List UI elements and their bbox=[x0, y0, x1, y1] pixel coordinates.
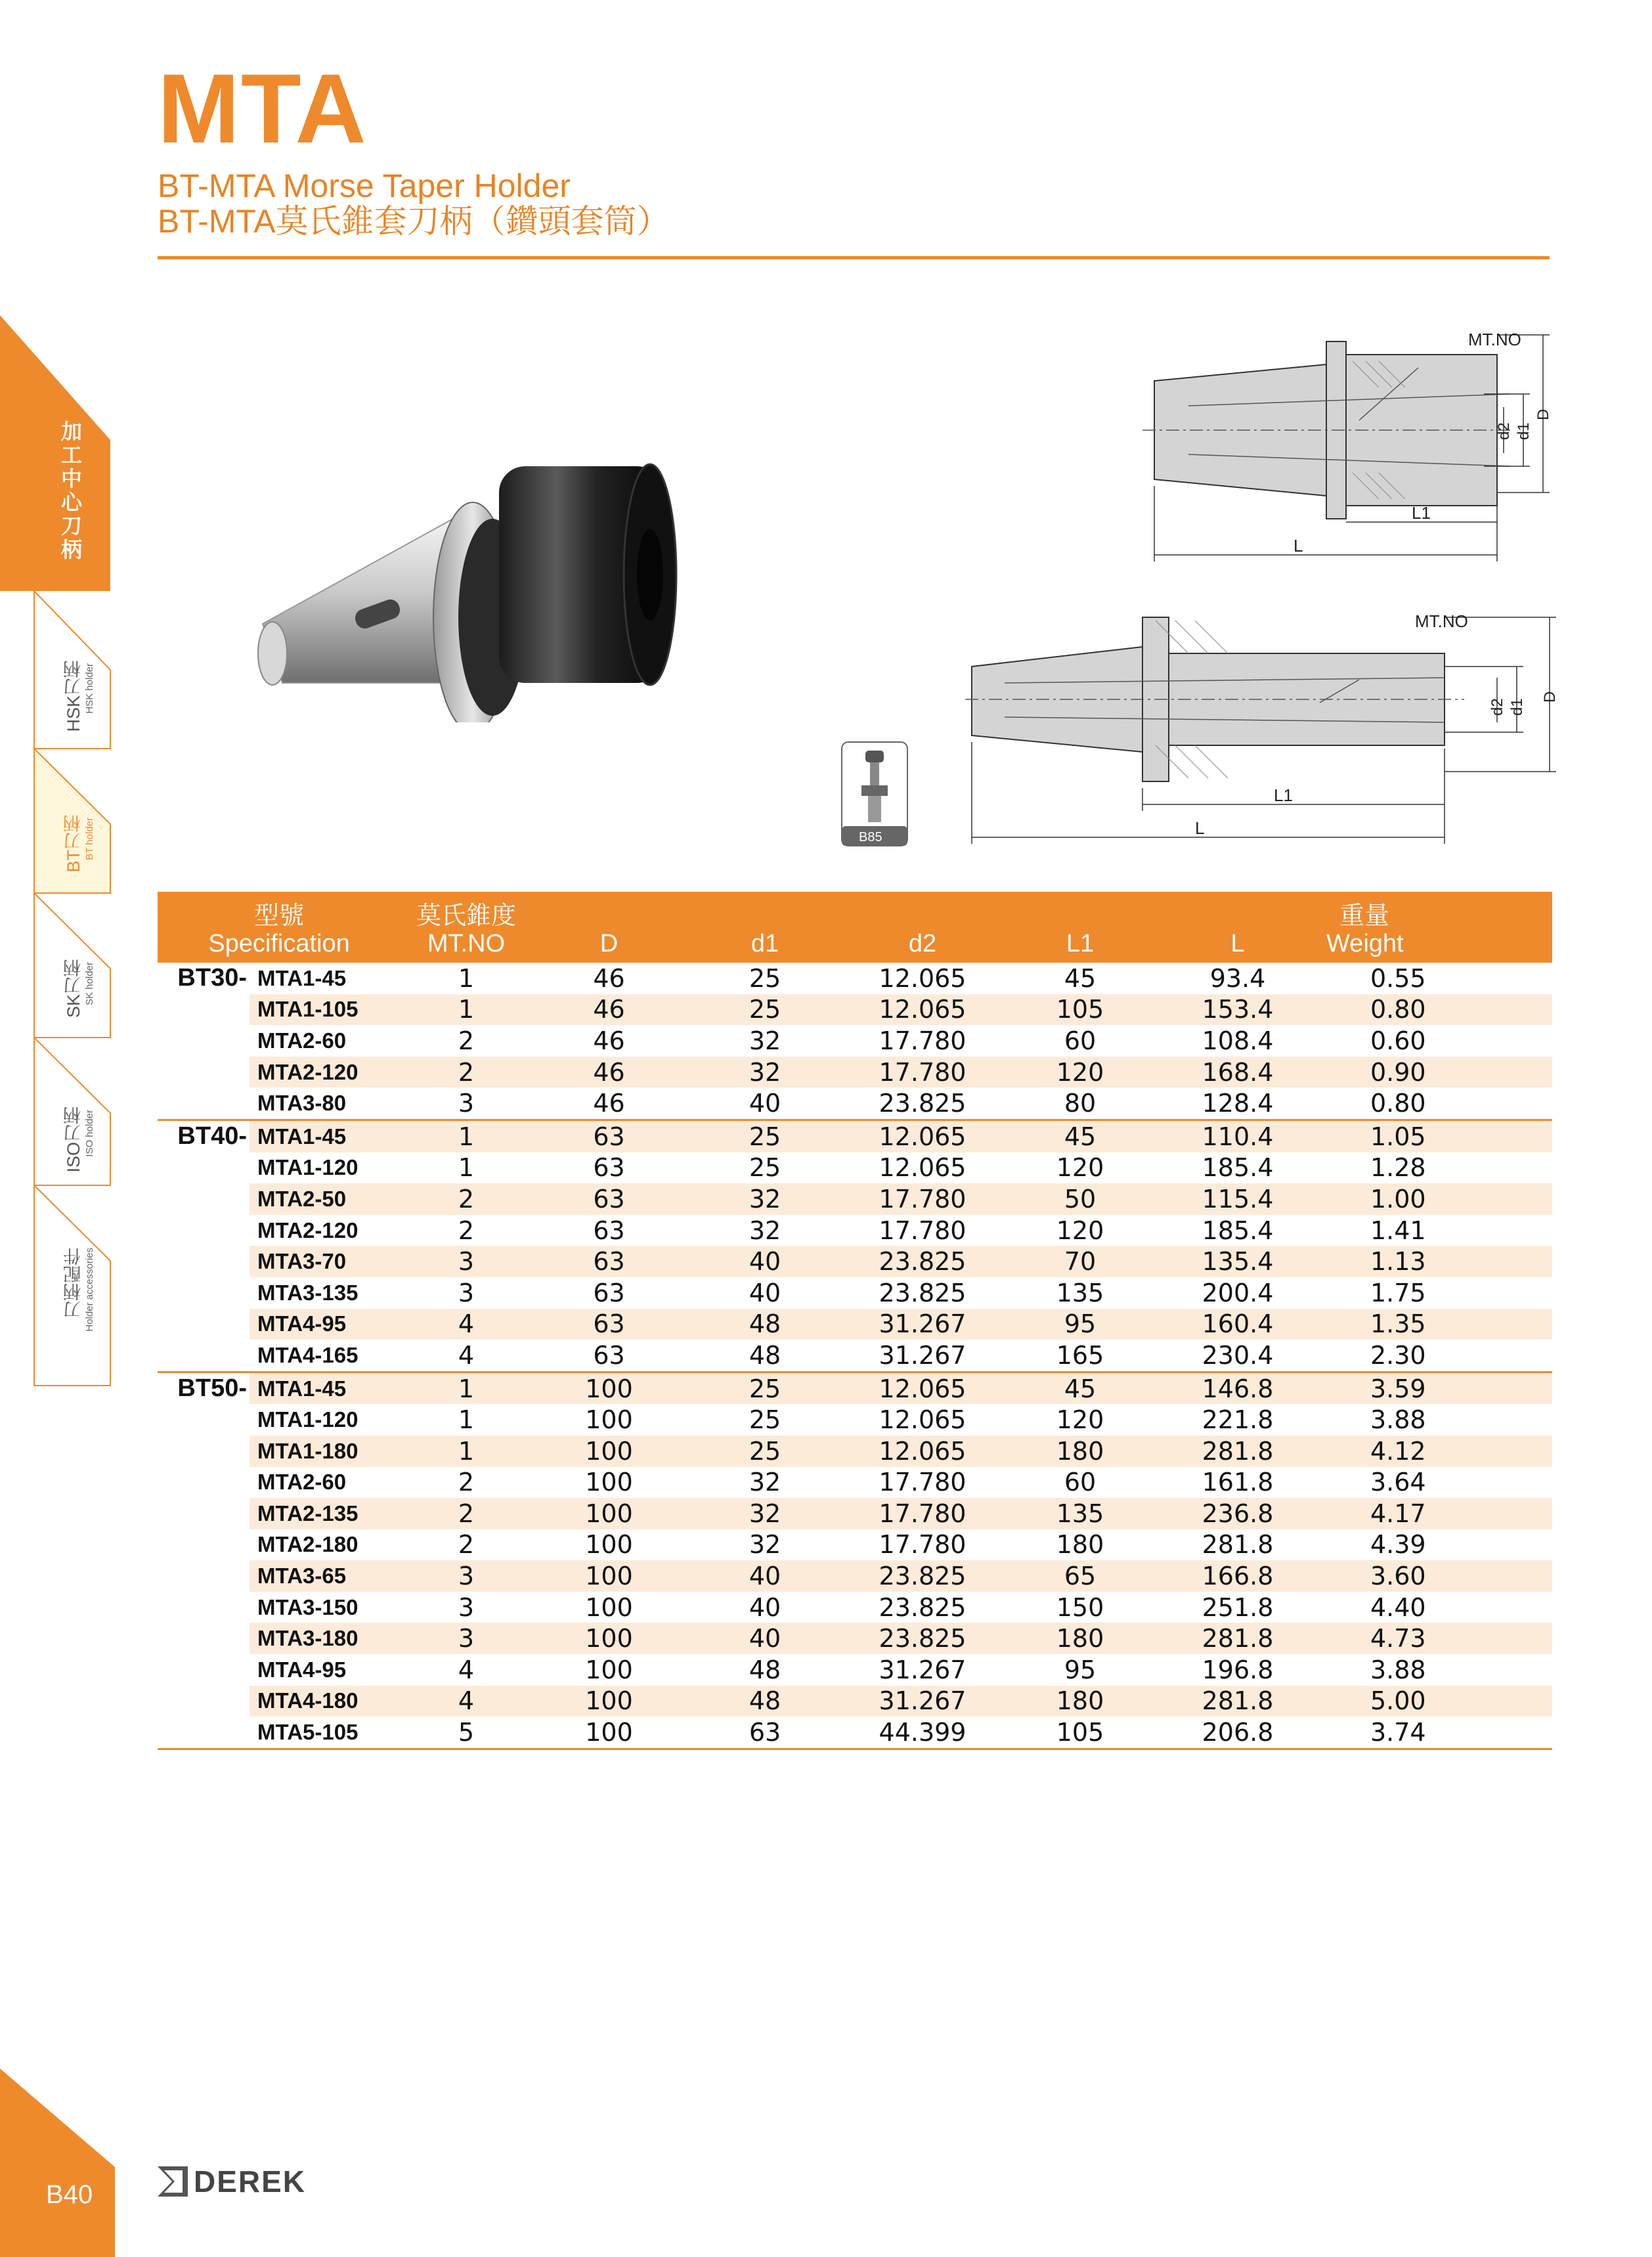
D-label-top: D bbox=[1534, 408, 1552, 420]
cell-d1: 32 bbox=[749, 1026, 781, 1055]
cell-mtno: 2 bbox=[458, 1468, 475, 1497]
group-label-empty bbox=[158, 1654, 250, 1686]
cell-spec: MTA2-60 bbox=[257, 1028, 347, 1053]
cell-mtno: 2 bbox=[458, 1530, 475, 1560]
cell-mtno: 2 bbox=[458, 1026, 475, 1055]
table-row bbox=[158, 1404, 1552, 1435]
cell-mtno: 1 bbox=[458, 1153, 475, 1183]
cell-L: 135.4 bbox=[1159, 1246, 1316, 1277]
cell-d1: 40 bbox=[686, 1623, 844, 1654]
cell-spec: MTA2-120 bbox=[250, 1057, 401, 1088]
cell-spec: MTA1-45 bbox=[250, 1120, 401, 1152]
D-label-bottom: D bbox=[1541, 691, 1559, 703]
cell-d2: 23.825 bbox=[879, 1278, 967, 1307]
cell-spec: MTA3-80 bbox=[257, 1091, 347, 1116]
cell-mtno: 4 bbox=[458, 1340, 475, 1370]
side-tab-iso-sub: ISO holder bbox=[84, 1110, 95, 1157]
cell-L1: 135 bbox=[1056, 1278, 1104, 1307]
cell-weight: 0.90 bbox=[1316, 1057, 1552, 1088]
cell-weight: 0.80 bbox=[1370, 1089, 1426, 1118]
cell-weight: 1.28 bbox=[1370, 1153, 1426, 1183]
table-header-row bbox=[158, 892, 1552, 963]
group-label-empty bbox=[158, 1592, 250, 1623]
cell-L1: 120 bbox=[1056, 1405, 1104, 1435]
cell-D: 63 bbox=[593, 1153, 625, 1183]
cell-d2: 17.780 bbox=[879, 1026, 967, 1055]
spec-table bbox=[158, 892, 1552, 1750]
cell-d1: 25 bbox=[749, 963, 781, 993]
cell-weight: 0.60 bbox=[1370, 1026, 1426, 1055]
cell-weight: 5.00 bbox=[1316, 1686, 1552, 1717]
cell-d1: 40 bbox=[749, 1592, 781, 1622]
cell-d1: 32 bbox=[749, 1468, 781, 1497]
cell-L: 168.4 bbox=[1159, 1057, 1316, 1088]
cell-L: 281.8 bbox=[1159, 1686, 1316, 1717]
cell-mtno: 4 bbox=[458, 1655, 475, 1684]
cell-d1: 32 bbox=[686, 1498, 844, 1529]
cell-mtno: 4 bbox=[401, 1309, 532, 1340]
cell-mtno: 2 bbox=[401, 1498, 532, 1529]
cell-L1: 60 bbox=[1064, 1026, 1097, 1055]
cell-mtno: 1 bbox=[458, 963, 475, 993]
cell-L1: 105 bbox=[1001, 994, 1159, 1026]
cell-L: 221.8 bbox=[1202, 1405, 1274, 1435]
cell-L: 251.8 bbox=[1202, 1592, 1274, 1622]
group-label: BT30- bbox=[177, 964, 247, 992]
table-row bbox=[158, 1025, 1552, 1057]
group-label-empty bbox=[158, 1057, 250, 1088]
group-label-empty bbox=[158, 1340, 250, 1372]
cell-spec: MTA2-180 bbox=[257, 1532, 359, 1557]
table-row bbox=[158, 1372, 1552, 1404]
cell-weight: 0.80 bbox=[1316, 994, 1552, 1026]
L-label-bottom: L bbox=[1195, 818, 1205, 838]
cell-spec: MTA1-45 bbox=[250, 1372, 401, 1404]
table-row bbox=[158, 1686, 1552, 1717]
cell-d1: 25 bbox=[686, 994, 844, 1026]
group-label-empty bbox=[158, 1623, 250, 1654]
cell-mtno: 2 bbox=[401, 1057, 532, 1088]
side-tab-sk[interactable]: SK刀柄 bbox=[64, 959, 83, 1019]
brand-name: DEREK bbox=[194, 2164, 307, 2199]
cell-D: 46 bbox=[532, 994, 686, 1026]
cell-spec: MTA4-180 bbox=[250, 1686, 401, 1717]
cell-weight: 1.75 bbox=[1370, 1278, 1426, 1307]
cell-d2: 17.780 bbox=[879, 1216, 967, 1245]
table-row bbox=[158, 994, 1552, 1026]
group-label-empty bbox=[158, 1025, 250, 1057]
table-row bbox=[158, 1057, 1552, 1088]
cell-spec: MTA5-105 bbox=[250, 1717, 401, 1749]
cell-d2: 12.065 bbox=[879, 1405, 967, 1435]
cell-d2: 17.780 bbox=[879, 1468, 967, 1497]
cell-L1: 120 bbox=[1056, 1153, 1104, 1183]
cell-L1: 65 bbox=[1001, 1560, 1159, 1592]
side-tab-bt[interactable]: BT刀柄 bbox=[64, 814, 83, 873]
cell-L: 166.8 bbox=[1159, 1560, 1316, 1592]
cell-spec: MTA3-135 bbox=[257, 1280, 359, 1305]
d1-label-bottom: d1 bbox=[1508, 698, 1526, 716]
cell-d1: 40 bbox=[749, 1278, 781, 1307]
cell-D: 63 bbox=[532, 1183, 686, 1215]
cell-L: 196.8 bbox=[1202, 1655, 1274, 1684]
cell-d1: 40 bbox=[749, 1089, 781, 1118]
cell-spec: MTA1-105 bbox=[250, 994, 401, 1026]
cell-d2: 12.065 bbox=[844, 994, 1001, 1026]
table-row bbox=[158, 1435, 1552, 1467]
cell-D: 100 bbox=[585, 1468, 633, 1497]
cell-mtno: 3 bbox=[401, 1246, 532, 1277]
table-row bbox=[158, 1717, 1552, 1749]
cell-L1: 180 bbox=[1001, 1686, 1159, 1717]
side-tab-machining-center[interactable]: 加工中心刀柄 bbox=[58, 420, 82, 562]
cell-L1: 45 bbox=[1064, 963, 1097, 993]
cell-d1: 32 bbox=[749, 1530, 781, 1560]
group-label-empty bbox=[158, 1277, 250, 1309]
cell-L1: 105 bbox=[1001, 1717, 1159, 1749]
cell-weight: 4.39 bbox=[1370, 1530, 1426, 1560]
L1-label-bottom: L1 bbox=[1274, 785, 1293, 805]
cell-L1: 120 bbox=[1001, 1057, 1159, 1088]
header-spec: 型號 Specification bbox=[158, 892, 401, 963]
cell-d2: 44.399 bbox=[844, 1717, 1001, 1749]
cell-weight: 0.55 bbox=[1370, 963, 1426, 993]
cell-L: 236.8 bbox=[1159, 1498, 1316, 1529]
cell-D: 63 bbox=[593, 1216, 625, 1245]
cell-d1: 32 bbox=[749, 1216, 781, 1245]
cell-D: 100 bbox=[532, 1686, 686, 1717]
cell-L1: 120 bbox=[1056, 1216, 1104, 1245]
table-body bbox=[158, 963, 1552, 1749]
cell-weight: 3.64 bbox=[1370, 1468, 1426, 1497]
cell-d1: 25 bbox=[686, 1435, 844, 1467]
mtno-label-top: MT.NO bbox=[1468, 330, 1521, 349]
cell-L: 128.4 bbox=[1202, 1089, 1274, 1118]
d1-label-top: d1 bbox=[1515, 422, 1532, 440]
cell-spec: MTA3-65 bbox=[250, 1560, 401, 1592]
cell-spec: MTA1-120 bbox=[257, 1407, 359, 1432]
cell-mtno: 1 bbox=[401, 1372, 532, 1404]
table-row bbox=[158, 1246, 1552, 1277]
cell-weight: 3.88 bbox=[1370, 1405, 1426, 1435]
cell-D: 63 bbox=[593, 1340, 625, 1370]
header-d2: d2 bbox=[844, 892, 1001, 963]
cell-weight: 4.12 bbox=[1316, 1435, 1552, 1467]
cell-mtno: 2 bbox=[458, 1216, 475, 1245]
cell-D: 100 bbox=[532, 1560, 686, 1592]
d2-label-top: d2 bbox=[1495, 422, 1513, 440]
cell-L1: 180 bbox=[1056, 1530, 1104, 1560]
cell-weight: 3.60 bbox=[1316, 1560, 1552, 1592]
cell-mtno: 5 bbox=[401, 1717, 532, 1749]
cell-D: 46 bbox=[593, 1026, 625, 1055]
cell-D: 63 bbox=[532, 1120, 686, 1152]
cell-L: 185.4 bbox=[1202, 1153, 1274, 1183]
cell-weight: 1.05 bbox=[1316, 1120, 1552, 1152]
cell-L: 161.8 bbox=[1202, 1468, 1274, 1497]
cell-D: 46 bbox=[593, 1089, 625, 1118]
product-photo bbox=[256, 447, 768, 722]
cell-L: 230.4 bbox=[1202, 1340, 1274, 1370]
cell-L1: 60 bbox=[1064, 1468, 1097, 1497]
side-tab-iso[interactable]: ISO刀柄 bbox=[64, 1107, 83, 1173]
cell-L1: 180 bbox=[1001, 1435, 1159, 1467]
group-label-empty bbox=[158, 1404, 250, 1435]
cell-mtno: 1 bbox=[458, 1405, 475, 1435]
cell-spec: MTA2-50 bbox=[250, 1183, 401, 1215]
pull-stud-label: B85 bbox=[859, 830, 882, 844]
group-label-empty bbox=[158, 1560, 250, 1592]
side-tab-accessories[interactable]: 刀柄配件 bbox=[64, 1248, 83, 1319]
cell-d2: 17.780 bbox=[844, 1498, 1001, 1529]
table-row bbox=[158, 1529, 1552, 1561]
cell-weight: 1.13 bbox=[1316, 1246, 1552, 1277]
table-row bbox=[158, 1309, 1552, 1340]
cell-spec: MTA3-70 bbox=[250, 1246, 401, 1277]
group-label-empty bbox=[158, 1717, 250, 1749]
table-row bbox=[158, 1592, 1552, 1623]
cell-weight: 3.74 bbox=[1316, 1717, 1552, 1749]
cell-mtno: 1 bbox=[401, 1435, 532, 1467]
side-tab-bt-sub: BT holder bbox=[84, 818, 95, 860]
cell-spec: MTA2-120 bbox=[257, 1217, 359, 1242]
cell-d2: 31.267 bbox=[879, 1655, 967, 1684]
cell-d2: 31.267 bbox=[879, 1340, 967, 1370]
group-label-empty bbox=[158, 1087, 250, 1120]
group-label-empty bbox=[158, 1498, 250, 1529]
table-row bbox=[158, 1654, 1552, 1686]
cell-d2: 23.825 bbox=[844, 1623, 1001, 1654]
table-row bbox=[158, 1560, 1552, 1592]
cell-weight: 1.35 bbox=[1316, 1309, 1552, 1340]
table-row bbox=[158, 1215, 1552, 1246]
cell-d1: 63 bbox=[686, 1717, 844, 1749]
mtno-label-bottom: MT.NO bbox=[1415, 611, 1468, 631]
cell-d1: 40 bbox=[686, 1246, 844, 1277]
cell-d1: 32 bbox=[686, 1183, 844, 1215]
cell-L1: 165 bbox=[1056, 1340, 1104, 1370]
cell-L1: 50 bbox=[1001, 1183, 1159, 1215]
cell-d2: 31.267 bbox=[844, 1686, 1001, 1717]
group-label-empty bbox=[158, 1435, 250, 1467]
cell-D: 46 bbox=[593, 963, 625, 993]
cell-D: 100 bbox=[585, 1655, 633, 1684]
cell-weight: 4.40 bbox=[1370, 1592, 1426, 1622]
cell-d1: 48 bbox=[686, 1686, 844, 1717]
cell-D: 100 bbox=[532, 1717, 686, 1749]
cell-mtno: 3 bbox=[458, 1278, 475, 1307]
cell-D: 100 bbox=[585, 1405, 633, 1435]
cell-weight: 3.88 bbox=[1370, 1655, 1426, 1684]
group-label-empty bbox=[158, 1215, 250, 1246]
cell-d1: 25 bbox=[749, 1153, 781, 1183]
table-row bbox=[158, 1277, 1552, 1309]
cell-weight: 4.73 bbox=[1316, 1623, 1552, 1654]
cell-L: 115.4 bbox=[1159, 1183, 1316, 1215]
cell-d2: 23.825 bbox=[844, 1560, 1001, 1592]
cell-spec: MTA4-95 bbox=[257, 1657, 347, 1682]
group-label-empty bbox=[158, 1309, 250, 1340]
group-label-empty bbox=[158, 994, 250, 1026]
cell-D: 100 bbox=[532, 1498, 686, 1529]
cell-spec: MTA2-60 bbox=[257, 1470, 347, 1495]
header-L1: L1 bbox=[1001, 892, 1159, 963]
cell-L: 108.4 bbox=[1202, 1026, 1274, 1055]
header-mtno: 莫氏錐度 MT.NO bbox=[401, 892, 532, 963]
cell-mtno: 2 bbox=[401, 1183, 532, 1215]
cell-spec: MTA2-135 bbox=[250, 1498, 401, 1529]
cell-d2: 12.065 bbox=[879, 963, 967, 993]
cell-L: 200.4 bbox=[1202, 1278, 1274, 1307]
cell-weight: 1.00 bbox=[1316, 1183, 1552, 1215]
cell-weight: 4.17 bbox=[1316, 1498, 1552, 1529]
cell-d1: 48 bbox=[749, 1655, 781, 1684]
cell-D: 100 bbox=[585, 1592, 633, 1622]
cell-D: 100 bbox=[585, 1530, 633, 1560]
cell-L1: 45 bbox=[1001, 1372, 1159, 1404]
cell-L: 206.8 bbox=[1159, 1717, 1316, 1749]
cell-mtno: 3 bbox=[401, 1623, 532, 1654]
cell-L: 281.8 bbox=[1159, 1435, 1316, 1467]
table-row bbox=[158, 1623, 1552, 1654]
group-label-empty bbox=[158, 1529, 250, 1561]
cell-L: 281.8 bbox=[1202, 1530, 1274, 1560]
technical-drawing-top bbox=[1142, 328, 1563, 578]
spec-table-wrapper bbox=[158, 892, 1552, 1750]
cell-spec: MTA3-150 bbox=[257, 1594, 359, 1619]
cell-mtno: 1 bbox=[401, 1120, 532, 1152]
header-rule bbox=[158, 256, 1550, 259]
cell-D: 46 bbox=[532, 1057, 686, 1088]
page-title: MTA bbox=[158, 53, 368, 164]
cell-spec: MTA4-95 bbox=[250, 1309, 401, 1340]
cell-L1: 180 bbox=[1001, 1623, 1159, 1654]
group-label: BT50- bbox=[158, 1372, 250, 1404]
side-tab-sk-sub: SK holder bbox=[84, 962, 95, 1005]
L1-label-top: L1 bbox=[1412, 503, 1431, 523]
table-row bbox=[158, 1152, 1552, 1184]
cell-L1: 70 bbox=[1001, 1246, 1159, 1277]
L-label-top: L bbox=[1293, 536, 1303, 556]
cell-D: 63 bbox=[532, 1309, 686, 1340]
cell-mtno: 3 bbox=[458, 1089, 475, 1118]
cell-L1: 95 bbox=[1064, 1655, 1097, 1684]
header-L: L bbox=[1159, 892, 1316, 963]
technical-drawing-bottom bbox=[965, 604, 1563, 854]
cell-L: 281.8 bbox=[1159, 1623, 1316, 1654]
cell-mtno: 4 bbox=[401, 1686, 532, 1717]
group-label-empty bbox=[158, 1467, 250, 1499]
group-label-empty bbox=[158, 1686, 250, 1717]
cell-weight: 3.59 bbox=[1316, 1372, 1552, 1404]
cell-weight: 1.41 bbox=[1370, 1216, 1426, 1245]
cell-d1: 25 bbox=[686, 1372, 844, 1404]
cell-mtno: 3 bbox=[458, 1592, 475, 1622]
cell-L: 185.4 bbox=[1202, 1216, 1274, 1245]
cell-d2: 23.825 bbox=[844, 1246, 1001, 1277]
cell-spec: MTA4-165 bbox=[257, 1342, 359, 1367]
side-tab-hsk[interactable]: HSK刀柄 bbox=[64, 660, 83, 732]
cell-spec: MTA1-180 bbox=[250, 1435, 401, 1467]
cell-L: 110.4 bbox=[1159, 1120, 1316, 1152]
brand-logo-icon bbox=[156, 2165, 189, 2198]
cell-weight: 2.30 bbox=[1370, 1340, 1426, 1370]
cell-L: 93.4 bbox=[1209, 963, 1266, 993]
table-row bbox=[158, 1498, 1552, 1529]
cell-d2: 12.065 bbox=[879, 1153, 967, 1183]
cell-d2: 12.065 bbox=[844, 1435, 1001, 1467]
cell-d2: 23.825 bbox=[879, 1592, 967, 1622]
group-label-empty bbox=[158, 1152, 250, 1184]
cell-L1: 135 bbox=[1001, 1498, 1159, 1529]
subtitle-chinese: BT-MTA莫氏錐套刀柄（鑽頭套筒） bbox=[158, 203, 670, 240]
cell-d2: 12.065 bbox=[844, 1120, 1001, 1152]
table-row bbox=[158, 963, 1552, 994]
cell-d2: 31.267 bbox=[844, 1309, 1001, 1340]
table-row bbox=[158, 1120, 1552, 1152]
cell-d2: 17.780 bbox=[844, 1183, 1001, 1215]
header-weight: 重量 Weight bbox=[1316, 892, 1552, 963]
cell-spec: MTA3-180 bbox=[250, 1623, 401, 1654]
group-label-empty bbox=[158, 1246, 250, 1277]
cell-d1: 48 bbox=[749, 1340, 781, 1370]
cell-mtno: 1 bbox=[401, 994, 532, 1026]
cell-d1: 40 bbox=[686, 1560, 844, 1592]
page-number: B40 bbox=[46, 2180, 93, 2209]
cell-L: 153.4 bbox=[1159, 994, 1316, 1026]
cell-L1: 45 bbox=[1001, 1120, 1159, 1152]
cell-D: 100 bbox=[532, 1435, 686, 1467]
cell-L: 160.4 bbox=[1159, 1309, 1316, 1340]
cell-L1: 95 bbox=[1001, 1309, 1159, 1340]
cell-spec: MTA1-120 bbox=[257, 1155, 359, 1180]
cell-d1: 48 bbox=[686, 1309, 844, 1340]
table-row bbox=[158, 1183, 1552, 1215]
cell-d2: 17.780 bbox=[879, 1530, 967, 1560]
cell-L1: 80 bbox=[1064, 1089, 1097, 1118]
cell-d1: 25 bbox=[749, 1405, 781, 1435]
table-row bbox=[158, 1087, 1552, 1120]
cell-d1: 32 bbox=[686, 1057, 844, 1088]
cell-L: 146.8 bbox=[1159, 1372, 1316, 1404]
group-label-empty bbox=[158, 1183, 250, 1215]
header-D: D bbox=[532, 892, 686, 963]
cell-d2: 23.825 bbox=[879, 1089, 967, 1118]
cell-mtno: 3 bbox=[401, 1560, 532, 1592]
cell-d2: 12.065 bbox=[844, 1372, 1001, 1404]
side-tab-hsk-sub: HSK holder bbox=[84, 663, 95, 714]
pull-stud-icon bbox=[840, 741, 909, 849]
cell-D: 100 bbox=[532, 1623, 686, 1654]
cell-d2: 17.780 bbox=[844, 1057, 1001, 1088]
table-row bbox=[158, 1467, 1552, 1499]
cell-D: 63 bbox=[532, 1246, 686, 1277]
table-row bbox=[158, 1340, 1552, 1372]
cell-D: 100 bbox=[532, 1372, 686, 1404]
side-tab-accessories-sub: Holder accessories bbox=[84, 1248, 95, 1332]
cell-spec: MTA1-45 bbox=[257, 965, 347, 990]
header-d1: d1 bbox=[686, 892, 844, 963]
page-corner-shape bbox=[0, 2069, 118, 2257]
cell-D: 63 bbox=[593, 1278, 625, 1307]
cell-d1: 25 bbox=[686, 1120, 844, 1152]
cell-L1: 150 bbox=[1056, 1592, 1104, 1622]
d2-label-bottom: d2 bbox=[1489, 698, 1506, 716]
group-label: BT40- bbox=[158, 1120, 250, 1152]
subtitle-english: BT-MTA Morse Taper Holder bbox=[158, 167, 571, 204]
